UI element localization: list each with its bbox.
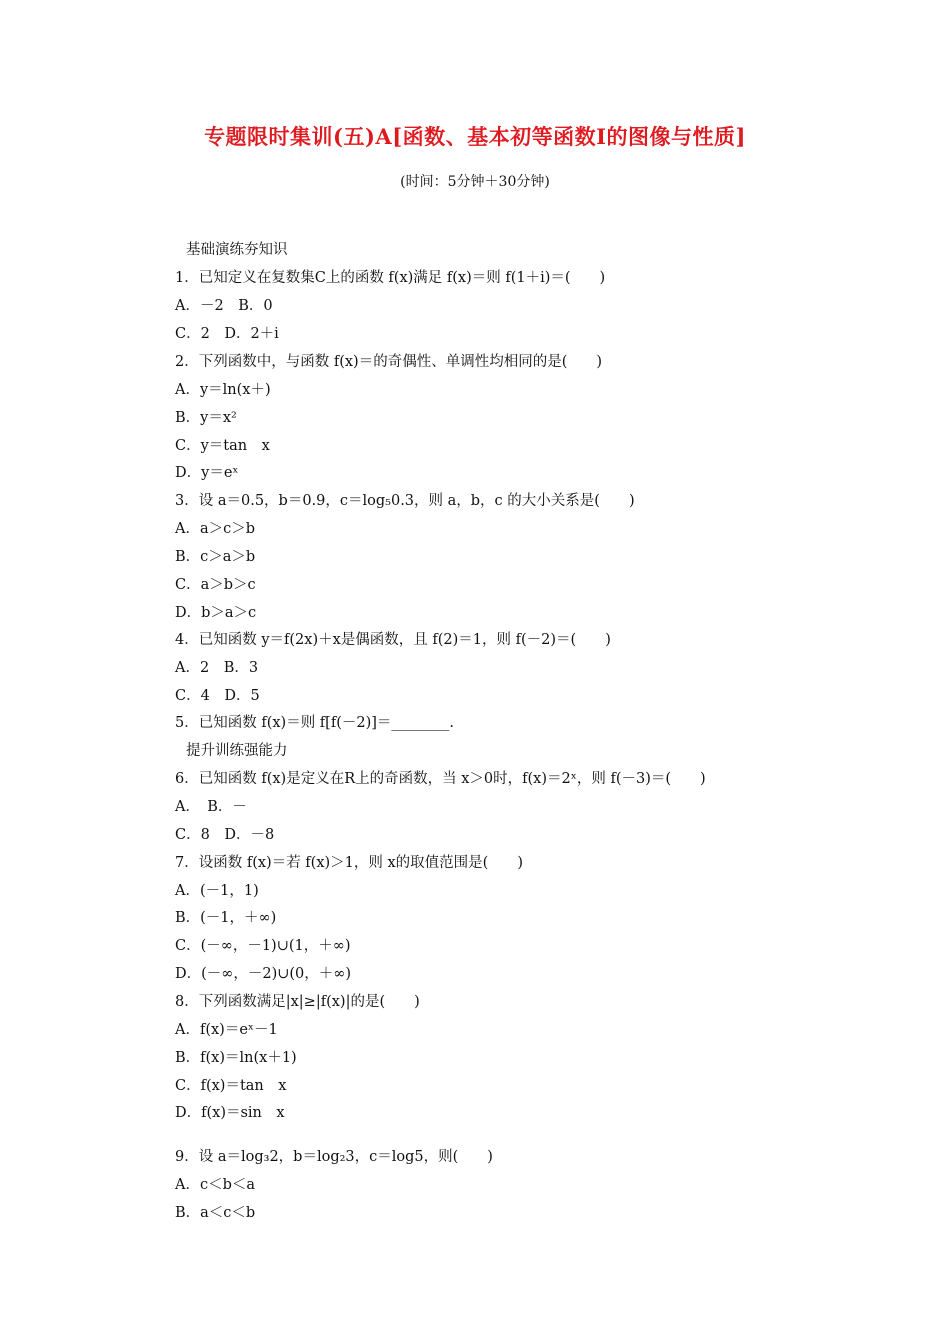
page-title: 专题限时集训(五)A[函数、基本初等函数Ⅰ的图像与性质] — [204, 124, 746, 149]
question-1: 1．已知定义在复数集C上的函数 f(x)满足 f(x)＝则 f(1＋i)＝( ) — [175, 270, 606, 286]
option-line: A．y＝ln(x＋) — [175, 382, 271, 398]
option-line: A．－2 B．0 — [175, 298, 273, 314]
option-line: C．2 D．2＋i — [175, 326, 279, 342]
option-line: A．f(x)＝eˣ－1 — [175, 1022, 278, 1038]
time-note: (时间：5分钟＋30分钟) — [400, 174, 550, 190]
section-heading-advanced: 提升训练强能力 — [186, 743, 288, 759]
option-line: B．y＝x² — [175, 410, 237, 426]
question-2: 2．下列函数中，与函数 f(x)＝的奇偶性、单调性均相同的是( ) — [175, 354, 603, 370]
option-line: D．b＞a＞c — [175, 605, 257, 621]
option-line: D．f(x)＝sin x — [175, 1105, 285, 1121]
question-3: 3．设 a＝0.5，b＝0.9，c＝log₅0.3，则 a，b，c 的大小关系是( ) — [175, 493, 635, 509]
option-line: C．f(x)＝tan x — [175, 1078, 287, 1094]
question-4: 4．已知函数 y＝f(2x)＋x是偶函数，且 f(2)＝1，则 f(－2)＝( ) — [175, 632, 611, 648]
option-line: C．8 D．－8 — [175, 827, 275, 843]
option-line: B．a＜c＜b — [175, 1205, 256, 1221]
option-line: C．a＞b＞c — [175, 577, 256, 593]
question-7: 7．设函数 f(x)＝若 f(x)＞1，则 x的取值范围是( ) — [175, 855, 523, 871]
option-line: A．c＜b＜a — [175, 1177, 256, 1193]
option-line: C．(－∞，－1)∪(1，＋∞) — [175, 938, 351, 954]
option-line: A．(－1，1) — [175, 883, 259, 899]
option-line: A．a＞c＞b — [175, 521, 256, 537]
option-line: B．c＞a＞b — [175, 549, 256, 565]
option-line: B．f(x)＝ln(x＋1) — [175, 1050, 297, 1066]
question-5: 5．已知函数 f(x)＝则 f[f(－2)]＝________. — [175, 715, 454, 731]
question-8: 8．下列函数满足|x|≥|f(x)|的是( ) — [175, 994, 420, 1010]
option-line: C．y＝tan x — [175, 438, 270, 454]
question-6: 6．已知函数 f(x)是定义在R上的奇函数，当 x＞0时，f(x)＝2ˣ，则 f(－3)＝( ) — [175, 771, 706, 787]
option-line: C．4 D．5 — [175, 688, 260, 704]
section-heading-basic: 基础演练夯知识 — [186, 242, 288, 258]
option-line: A．2 B．3 — [175, 660, 259, 676]
option-line: D．(－∞，－2)∪(0，＋∞) — [175, 966, 352, 982]
option-line: B．(－1，＋∞) — [175, 910, 277, 926]
option-line: A． B．－ — [175, 799, 247, 815]
question-9: 9．设 a＝log₃2，b＝log₂3，c＝log5，则( ) — [175, 1149, 493, 1165]
option-line: D．y＝eˣ — [175, 465, 239, 481]
